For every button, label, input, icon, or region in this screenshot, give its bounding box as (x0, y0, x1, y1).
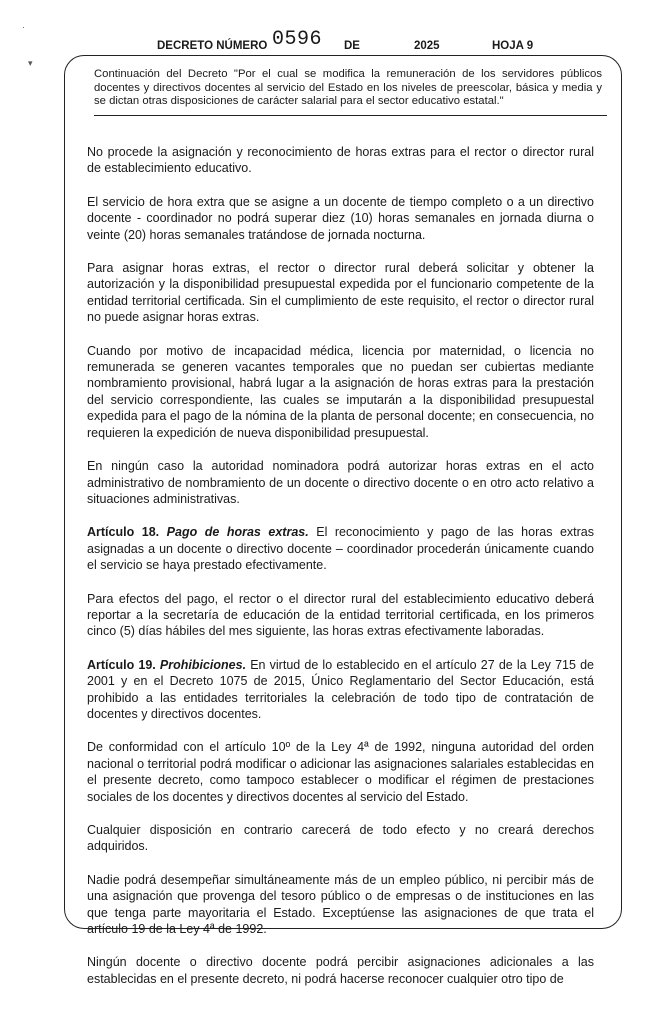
continuation-title: Continuación del Decreto "Por el cual se modifica la remuneración de los servidores públicos docentes y directivos docentes al servicio del Estado en los niveles de preescolar, básica y media y se dictan otras disposiciones de carácter salarial para el sector educativo estatal." (94, 68, 602, 108)
decree-number: 0596 (272, 28, 323, 51)
paragraph: El servicio de hora extra que se asigne a un docente de tiempo completo o a un directivo docente - coordinador no podrá superar diez (10) horas semanales en jornada diurna o veinte (20) horas semanales tratándose de jornada nocturna. (87, 194, 594, 242)
decree-date-label: DE (344, 40, 360, 52)
article-number: Artículo 19. (87, 657, 156, 672)
article-18 (87, 524, 594, 573)
scan-speck: ▾ (28, 58, 33, 68)
article-text: En virtud de lo establecido en el artículo 27 de la Ley 715 de 2001 y en el Decreto 1075 de 2015, Único Reglamentario del Sector Educación, está prohibido a las entidades territoriales la celebración de todo tipo de contratación de docentes y directivos docentes. (87, 657, 594, 721)
paragraph: Cuando por motivo de incapacidad médica, licencia por maternidad, o licencia no remunerada se generen vacantes temporales que no puedan ser cubiertas mediante nombramiento provisional, habrá lugar a la asignación de horas extras para la prestación del servicio correspondiente, las cuales se imputarán a la disponibilidad presupuestal expedida para el pago de la nómina de la planta de personal docente; en consecuencia, no requieren la expedición de nueva disponibilidad presupuestal. (87, 343, 594, 440)
paragraph: De conformidad con el artículo 10º de la Ley 4ª de 1992, ninguna autoridad del orden nacional o territorial podrá modificar o adicionar las asignaciones salariales establecidas en el presente decreto, como tampoco establecer o modificar el régimen de prestaciones sociales de los docentes y directivos docentes al servicio del Estado. (87, 740, 594, 804)
article-19 (87, 657, 594, 723)
scan-speck: · (22, 22, 25, 32)
page-number: HOJA 9 (492, 40, 534, 52)
paragraph: No procede la asignación y reconocimiento de horas extras para el rector o director rural de establecimiento educativo. (87, 145, 594, 176)
decree-year: 2025 (414, 40, 440, 52)
paragraph: Para efectos del pago, el rector o el director rural del establecimiento educativo deberá reportar a la secretaría de educación de la entidad territorial certificada, en los primeros cinco (5) días hábiles del mes siguiente, las horas extras efectivamente laboradas. (87, 591, 594, 639)
paragraph: Nadie podrá desempeñar simultáneamente más de un empleo público, ni percibir más de una asignación que provenga del tesoro público o de empresas o de instituciones en las que tenga parte mayoritaria el Estado. Exceptúense las asignaciones de que trata el artículo 19 de la Ley 4ª de 1992. (87, 872, 594, 937)
paragraph: Ningún docente o directivo docente podrá percibir asignaciones adicionales a las establecidas en el presente decreto, ni podrá hacerse reconocer cualquier otro tipo de (87, 955, 594, 986)
article-title: Pago de horas extras. (166, 525, 309, 540)
article-title: Prohibiciones. (159, 657, 247, 672)
article-number: Artículo 18. (87, 525, 160, 540)
article-text: El reconocimiento y pago de las horas extras asignadas a un docente o directivo docente – coordinador procederán únicamente cuando el servicio se haya prestado efectivamente. (87, 525, 594, 573)
decree-number-label: DECRETO NÚMERO (157, 40, 268, 52)
document-body (87, 144, 594, 1004)
page-header (0, 28, 669, 54)
title-underline (94, 115, 607, 116)
paragraph: Para asignar horas extras, el rector o director rural deberá solicitar y obtener la autorización y la disponibilidad presupuestal expedida por el funcionario competente de la entidad territorial certificada. Sin el cumplimiento de este requisito, el rector o director rural no puede asignar horas extras. (87, 261, 594, 325)
paragraph: Cualquier disposición en contrario carecerá de todo efecto y no creará derechos adquiridos. (87, 823, 594, 854)
paragraph: En ningún caso la autoridad nominadora podrá autorizar horas extras en el acto administrativo de nombramiento de un docente o directivo docente o en otro acto relativo a situaciones administrativas. (87, 459, 594, 506)
